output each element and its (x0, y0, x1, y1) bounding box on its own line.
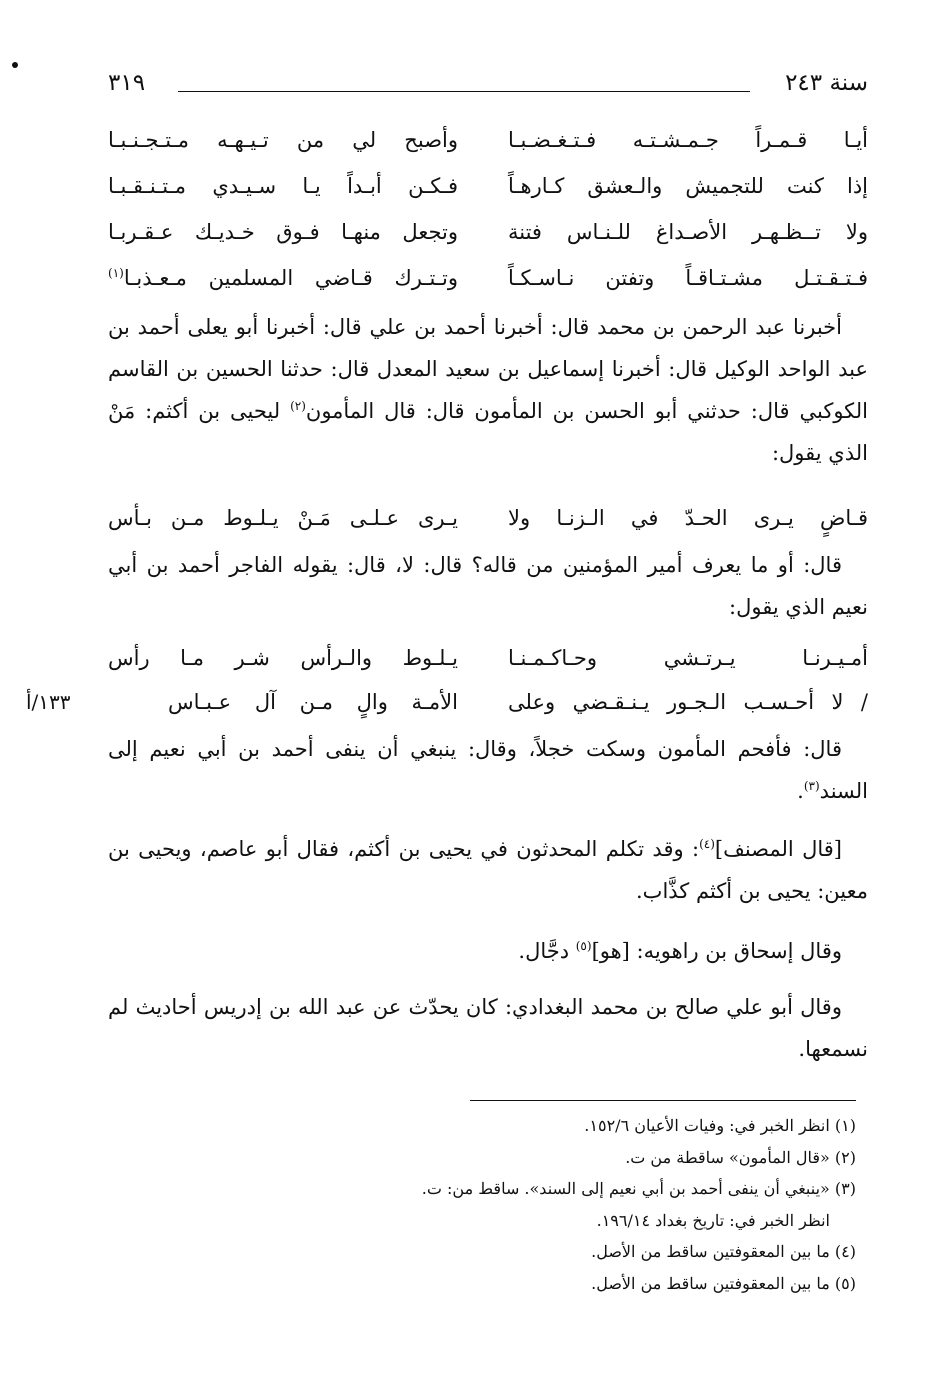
paragraph (108, 728, 868, 812)
verse-second-hemistich: الأمـة والٍ مـن آل عـبـاس (168, 690, 458, 714)
manuscript-folio-marker: ١٣٣/أ (26, 690, 71, 714)
paragraph (108, 930, 868, 972)
paragraph-text: ليحيى بن أكثم: مَنْ الذي يقول: (108, 399, 868, 465)
footnote-ref: (٢) (290, 399, 306, 413)
paragraph-text: [قال المصنف] (714, 837, 842, 861)
paragraph (108, 306, 868, 474)
verse-second-hemistich (108, 266, 458, 290)
verse-second-hemistich: وأصبح لي من تـيـهـه مـتـجـنـبـا (108, 128, 458, 152)
footnote-ref: (٤) (699, 837, 715, 851)
verse-first-hemistich: أمـيـرنـا يـرتـشي وحـاكـمـنـا (508, 646, 868, 670)
footnote-ref: (٣) (803, 779, 820, 793)
verse-first-hemistich: إذا كنت للتجميش والـعشق كـارهـاً (508, 174, 868, 198)
margin-dot (12, 62, 18, 68)
footnote: (٥) ما بين المعقوفتين ساقط من الأصل. (591, 1273, 856, 1293)
paragraph-text: . (797, 779, 804, 803)
verse-line (108, 220, 868, 266)
running-title: سنة ٢٤٣ (785, 70, 868, 96)
paragraph-text: قال: فأفحم المأمون وسكت خجلاً، وقال: ينبغي أن ينفى أحمد بن أبي نعيم إلى السند (108, 737, 868, 803)
verse-first-hemistich: / لا أحـسـب الـجـور يـنـقـضي وعلى (508, 690, 868, 714)
verse-second-hemistich: فـكـن أبـداً يـا سـيـدي مـتـنـقـبـا (108, 174, 458, 198)
footnote: (١) انظر الخبر في: وفيات الأعيان ١٥٢/٦. (584, 1116, 856, 1135)
verse-second-hemistich: يـلـوط والـرأس شـر مـا رأس (108, 646, 458, 670)
verse-second-hemistich: وتجعل منهـا فـوق خـديـك عـقـربـا (108, 220, 458, 244)
footnote: (٣) «ينبغي أن ينفى أحمد بن أبي نعيم إلى السند». ساقط من: ت. (421, 1179, 856, 1198)
header-rule (178, 91, 750, 92)
verse-text: وتـتـرك قـاضي المسلمين مـعـذبـا (123, 266, 458, 290)
footnote-rule (470, 1100, 856, 1101)
verse-line (108, 128, 868, 174)
paragraph-text: : وقد تكلم المحدثون في يحيى بن أكثم، فقال أبو عاصم، ويحيى بن معين: يحيى بن أكثم كذَّاب. (108, 837, 868, 903)
verse-line (108, 646, 868, 692)
footnote: (٤) ما بين المعقوفتين ساقط من الأصل. (591, 1242, 856, 1261)
page-number: ٣١٩ (108, 70, 146, 96)
verse-line (108, 174, 868, 220)
verse-first-hemistich: قـاضٍ يـرى الحـدّ في الـزنـا ولا (508, 506, 868, 530)
verse-first-hemistich: ولا تــظـهـر الأصـداغ للـنـاس فتنة (508, 220, 868, 244)
footnote-continuation: انظر الخبر في: تاريخ بغداد ١٩٦/١٤. (596, 1210, 830, 1230)
running-header (108, 70, 868, 110)
footnote-ref: (١) (108, 266, 124, 280)
paragraph-text: أخبرنا عبد الرحمن بن محمد قال: أخبرنا أحمد بن علي قال: أخبرنا أبو يعلى أحمد بن عبد الواحد الوكيل قال: أخبرنا إسماعيل بن سعيد المعدل قال: حدثنا الحسين بن القاسم الكوكبي قال: حدثني أبو الحسن بن المأمون قال: قال المأمون (108, 315, 869, 423)
paragraph-text: وقال إسحاق بن راهويه: [هو] (591, 939, 842, 963)
paragraph-text: دجَّال. (518, 939, 576, 963)
verse-first-hemistich: فـتـقـتـل مشـتـاقـاً وتفتن نـاسـكـاً (508, 266, 868, 290)
verse-second-hemistich: يـرى عـلـى مَـنْ يـلـوط مـن بـأس (108, 506, 458, 530)
paragraph: قال: أو ما يعرف أمير المؤمنين من قاله؟ قال: لا، قال: يقوله الفاجر أحمد بن أبي نعيم الذي يقول: (108, 553, 868, 619)
footnote: (٢) «قال المأمون» ساقطة من ت. (625, 1147, 856, 1167)
paragraph (108, 828, 868, 912)
footnote-ref: (٥) (575, 939, 592, 953)
paragraph: وقال أبو علي صالح بن محمد البغدادي: كان يحدّث عن عبد الله بن إدريس أحاديث لم نسمعها. (108, 995, 868, 1061)
verse-first-hemistich: أيـا قـمـراً جـمـشـتـه فـتـغـضـبـا (508, 128, 868, 152)
footnotes (376, 1110, 856, 1299)
